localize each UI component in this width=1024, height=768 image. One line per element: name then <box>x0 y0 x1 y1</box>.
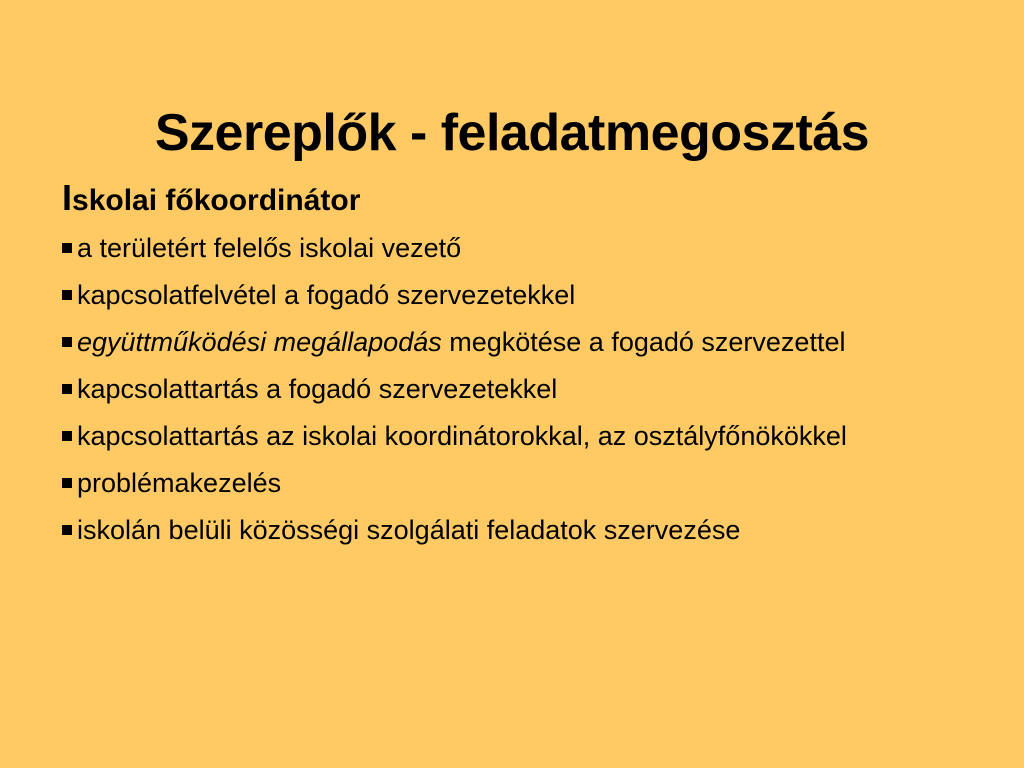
subheading-rest: skolai főkoordinátor <box>72 184 361 217</box>
bullet-item <box>62 419 962 453</box>
bullet-text: kapcsolattartás a fogadó szervezetekkel <box>77 374 558 404</box>
subheading-first-letter: I <box>62 177 73 218</box>
bullet-item <box>62 466 962 500</box>
bullet-item <box>62 278 962 312</box>
square-bullet-icon <box>62 478 72 488</box>
bullet-emphasis: együttműködési megállapodás <box>77 327 442 357</box>
slide-content <box>62 178 962 560</box>
square-bullet-icon <box>62 384 72 394</box>
subheading <box>62 178 962 221</box>
bullet-text: megkötése a fogadó szervezettel <box>441 327 846 357</box>
bullet-item <box>62 325 962 359</box>
square-bullet-icon <box>62 525 72 535</box>
bullet-list <box>62 231 962 547</box>
square-bullet-icon <box>62 337 72 347</box>
bullet-item <box>62 513 962 547</box>
bullet-item <box>62 231 962 265</box>
bullet-text: kapcsolattartás az iskolai koordinátorokkal, az osztályfőnökökkel <box>77 421 847 451</box>
square-bullet-icon <box>62 243 72 253</box>
bullet-text: kapcsolatfelvétel a fogadó szervezetekkel <box>77 280 576 310</box>
bullet-text: iskolán belüli közösségi szolgálati feladatok szervezése <box>77 515 741 545</box>
slide-title: Szereplők - feladatmegosztás <box>154 103 870 162</box>
bullet-item <box>62 372 962 406</box>
square-bullet-icon <box>62 431 72 441</box>
bullet-text: problémakezelés <box>77 468 282 498</box>
square-bullet-icon <box>62 290 72 300</box>
bullet-text: a területért felelős iskolai vezető <box>77 233 462 263</box>
